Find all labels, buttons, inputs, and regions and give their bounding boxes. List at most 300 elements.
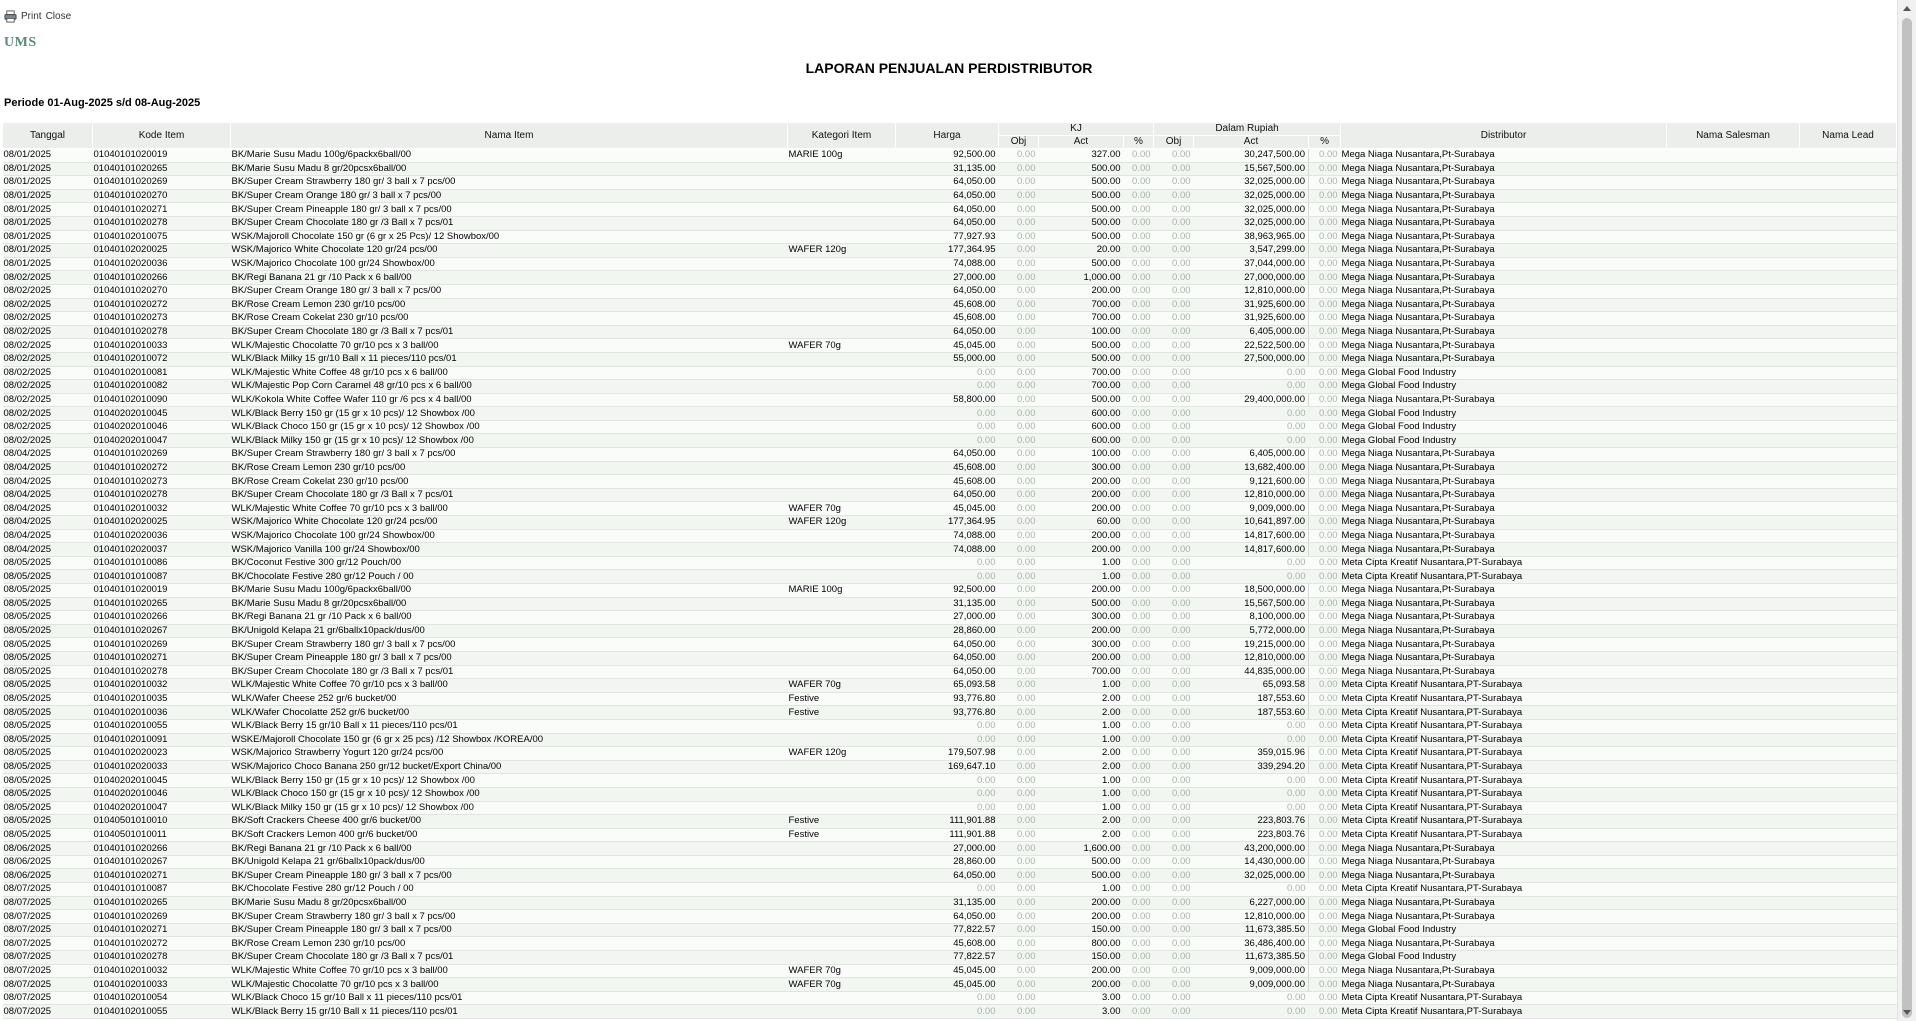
- cell-tanggal: 08/01/2025: [3, 162, 93, 176]
- cell-nama-lead: [1800, 162, 1897, 176]
- table-row: [3, 339, 1897, 353]
- cell-rp-pct: 0.00: [1309, 393, 1341, 407]
- cell-harga: 0.00: [896, 570, 999, 584]
- cell-kj-act: 700.00: [1039, 298, 1124, 312]
- cell-kategori: [788, 543, 896, 557]
- table-row: [3, 162, 1897, 176]
- cell-distributor: Meta Cipta Kreatif Nusantara,PT-Surabaya: [1341, 747, 1667, 761]
- cell-nama-item: BK/Soft Crackers Lemon 400 gr/6 bucket/00: [231, 828, 788, 842]
- cell-kode-item: 01040101020270: [93, 284, 231, 298]
- cell-rp-act: 0.00: [1194, 787, 1309, 801]
- cell-harga: 0.00: [896, 787, 999, 801]
- cell-rp-act: 36,486,400.00: [1194, 937, 1309, 951]
- scroll-down-arrow-icon[interactable]: [1903, 1010, 1911, 1015]
- cell-nama-lead: [1800, 189, 1897, 203]
- cell-nama-salesman: [1667, 149, 1800, 163]
- cell-rp-pct: 0.00: [1309, 298, 1341, 312]
- cell-distributor: Meta Cipta Kreatif Nusantara,PT-Surabaya: [1341, 774, 1667, 788]
- cell-nama-item: WLK/Black Milky 150 gr (15 gr x 10 pcs)/ 12 Showbox /00: [231, 434, 788, 448]
- table-row: [3, 760, 1897, 774]
- cell-distributor: Mega Niaga Nusantara,Pt-Surabaya: [1341, 149, 1667, 163]
- cell-rp-act: 0.00: [1194, 1005, 1309, 1019]
- table-row: [3, 556, 1897, 570]
- cell-nama-salesman: [1667, 216, 1800, 230]
- cell-kode-item: 01040101020272: [93, 298, 231, 312]
- cell-nama-salesman: [1667, 434, 1800, 448]
- cell-distributor: Mega Niaga Nusantara,Pt-Surabaya: [1341, 910, 1667, 924]
- cell-rp-act: 0.00: [1194, 733, 1309, 747]
- cell-rp-pct: 0.00: [1309, 448, 1341, 462]
- cell-kategori: [788, 162, 896, 176]
- cell-distributor: Mega Niaga Nusantara,Pt-Surabaya: [1341, 964, 1667, 978]
- cell-harga: 31,135.00: [896, 597, 999, 611]
- cell-distributor: Mega Niaga Nusantara,Pt-Surabaya: [1341, 325, 1667, 339]
- cell-rp-act: 11,673,385.50: [1194, 923, 1309, 937]
- table-row: [3, 298, 1897, 312]
- cell-distributor: Mega Niaga Nusantara,Pt-Surabaya: [1341, 502, 1667, 516]
- cell-nama-item: BK/Rose Cream Lemon 230 gr/10 pcs/00: [231, 937, 788, 951]
- cell-kj-obj: 0.00: [999, 257, 1039, 271]
- cell-kj-obj: 0.00: [999, 815, 1039, 829]
- table-row: [3, 869, 1897, 883]
- cell-distributor: Mega Global Food Industry: [1341, 951, 1667, 965]
- cell-nama-lead: [1800, 475, 1897, 489]
- cell-rp-obj: 0.00: [1154, 923, 1194, 937]
- cell-nama-item: WLK/Black Berry 15 gr/10 Ball x 11 pieces/110 pcs/01: [231, 719, 788, 733]
- cell-rp-act: 29,400,000.00: [1194, 393, 1309, 407]
- cell-harga: 74,088.00: [896, 257, 999, 271]
- cell-distributor: Mega Niaga Nusantara,Pt-Surabaya: [1341, 611, 1667, 625]
- cell-kategori: [788, 883, 896, 897]
- cell-rp-act: 32,025,000.00: [1194, 176, 1309, 190]
- cell-kode-item: 01040101020266: [93, 611, 231, 625]
- cell-kode-item: 01040101020278: [93, 216, 231, 230]
- cell-kategori: [788, 448, 896, 462]
- cell-distributor: Mega Niaga Nusantara,Pt-Surabaya: [1341, 271, 1667, 285]
- cell-kj-pct: 0.00: [1124, 189, 1154, 203]
- cell-rp-pct: 0.00: [1309, 978, 1341, 992]
- table-row: [3, 787, 1897, 801]
- cell-tanggal: 08/02/2025: [3, 420, 93, 434]
- cell-rp-act: 0.00: [1194, 801, 1309, 815]
- cell-rp-pct: 0.00: [1309, 611, 1341, 625]
- cell-rp-act: 0.00: [1194, 774, 1309, 788]
- cell-rp-obj: 0.00: [1154, 216, 1194, 230]
- cell-kode-item: 01040102010033: [93, 339, 231, 353]
- cell-kj-obj: 0.00: [999, 611, 1039, 625]
- cell-kj-pct: 0.00: [1124, 883, 1154, 897]
- cell-kj-obj: 0.00: [999, 284, 1039, 298]
- cell-harga: 0.00: [896, 434, 999, 448]
- cell-nama-lead: [1800, 651, 1897, 665]
- cell-rp-pct: 0.00: [1309, 488, 1341, 502]
- cell-nama-salesman: [1667, 420, 1800, 434]
- cell-kj-act: 1.00: [1039, 570, 1124, 584]
- cell-kj-pct: 0.00: [1124, 284, 1154, 298]
- cell-kj-pct: 0.00: [1124, 380, 1154, 394]
- cell-rp-act: 8,100,000.00: [1194, 611, 1309, 625]
- cell-rp-pct: 0.00: [1309, 869, 1341, 883]
- cell-nama-item: WLK/Kokola White Coffee Wafer 110 gr /6 pcs x 4 ball/00: [231, 393, 788, 407]
- cell-distributor: Mega Niaga Nusantara,Pt-Surabaya: [1341, 665, 1667, 679]
- cell-rp-obj: 0.00: [1154, 760, 1194, 774]
- cell-nama-salesman: [1667, 162, 1800, 176]
- cell-tanggal: 08/05/2025: [3, 665, 93, 679]
- cell-kj-act: 500.00: [1039, 162, 1124, 176]
- cell-kode-item: 01040102020037: [93, 543, 231, 557]
- cell-harga: 177,364.95: [896, 244, 999, 258]
- cell-rp-act: 18,500,000.00: [1194, 584, 1309, 598]
- cell-kategori: [788, 257, 896, 271]
- cell-nama-lead: [1800, 407, 1897, 421]
- cell-rp-pct: 0.00: [1309, 570, 1341, 584]
- cell-kj-pct: 0.00: [1124, 475, 1154, 489]
- brand-logo: UMS: [4, 35, 37, 50]
- cell-tanggal: 08/05/2025: [3, 760, 93, 774]
- cell-nama-salesman: [1667, 747, 1800, 761]
- cell-nama-lead: [1800, 910, 1897, 924]
- cell-kode-item: 01040202010047: [93, 801, 231, 815]
- cell-kj-obj: 0.00: [999, 801, 1039, 815]
- cell-kategori: [788, 556, 896, 570]
- cell-rp-act: 15,567,500.00: [1194, 162, 1309, 176]
- cell-rp-act: 9,009,000.00: [1194, 964, 1309, 978]
- col-header-kj-pct: %: [1124, 136, 1154, 149]
- cell-nama-lead: [1800, 271, 1897, 285]
- cell-tanggal: 08/02/2025: [3, 312, 93, 326]
- cell-kj-pct: 0.00: [1124, 584, 1154, 598]
- cell-kode-item: 01040101020265: [93, 896, 231, 910]
- cell-kj-act: 600.00: [1039, 420, 1124, 434]
- cell-tanggal: 08/01/2025: [3, 257, 93, 271]
- table-row: [3, 597, 1897, 611]
- cell-kj-act: 1,600.00: [1039, 842, 1124, 856]
- cell-rp-pct: 0.00: [1309, 937, 1341, 951]
- cell-nama-lead: [1800, 570, 1897, 584]
- cell-distributor: Mega Niaga Nusantara,Pt-Surabaya: [1341, 651, 1667, 665]
- cell-nama-item: WLK/Black Berry 150 gr (15 gr x 10 pcs)/ 12 Showbox /00: [231, 774, 788, 788]
- cell-harga: 45,045.00: [896, 339, 999, 353]
- cell-rp-obj: 0.00: [1154, 407, 1194, 421]
- cell-rp-obj: 0.00: [1154, 244, 1194, 258]
- cell-rp-act: 38,963,965.00: [1194, 230, 1309, 244]
- cell-kj-obj: 0.00: [999, 298, 1039, 312]
- cell-distributor: Mega Niaga Nusantara,Pt-Surabaya: [1341, 339, 1667, 353]
- cell-kode-item: 01040101020269: [93, 910, 231, 924]
- cell-kategori: MARIE 100g: [788, 149, 896, 163]
- cell-rp-pct: 0.00: [1309, 339, 1341, 353]
- close-link[interactable]: Close: [45, 10, 72, 22]
- cell-harga: 64,050.00: [896, 284, 999, 298]
- print-link[interactable]: Print: [21, 10, 42, 22]
- cell-tanggal: 08/01/2025: [3, 230, 93, 244]
- cell-tanggal: 08/07/2025: [3, 964, 93, 978]
- cell-rp-act: 31,925,600.00: [1194, 298, 1309, 312]
- cell-rp-pct: 0.00: [1309, 923, 1341, 937]
- cell-nama-item: WLK/Majestic White Coffee 70 gr/10 pcs x 3 ball/00: [231, 502, 788, 516]
- cell-rp-pct: 0.00: [1309, 774, 1341, 788]
- table-row: [3, 774, 1897, 788]
- cell-nama-item: BK/Marie Susu Madu 100g/6packx6ball/00: [231, 149, 788, 163]
- table-row: [3, 923, 1897, 937]
- cell-kj-obj: 0.00: [999, 216, 1039, 230]
- cell-kategori: Festive: [788, 828, 896, 842]
- cell-rp-pct: 0.00: [1309, 529, 1341, 543]
- cell-harga: 45,045.00: [896, 502, 999, 516]
- cell-rp-pct: 0.00: [1309, 964, 1341, 978]
- report-title: LAPORAN PENJUALAN PERDISTRIBUTOR: [805, 60, 1093, 76]
- table-row: [3, 692, 1897, 706]
- cell-kode-item: 01040101020266: [93, 842, 231, 856]
- cell-harga: 64,050.00: [896, 203, 999, 217]
- cell-rp-obj: 0.00: [1154, 352, 1194, 366]
- col-group-dalam-rupiah: Dalam Rupiah: [1154, 123, 1341, 136]
- cell-kj-obj: 0.00: [999, 624, 1039, 638]
- cell-kode-item: 01040102020025: [93, 244, 231, 258]
- cell-tanggal: 08/01/2025: [3, 216, 93, 230]
- cell-kategori: [788, 855, 896, 869]
- cell-rp-pct: 0.00: [1309, 665, 1341, 679]
- cell-nama-item: BK/Super Cream Pineapple 180 gr/ 3 ball x 7 pcs/00: [231, 651, 788, 665]
- cell-nama-lead: [1800, 584, 1897, 598]
- cell-kategori: [788, 937, 896, 951]
- cell-kategori: [788, 420, 896, 434]
- cell-distributor: Mega Niaga Nusantara,Pt-Surabaya: [1341, 978, 1667, 992]
- scroll-thumb[interactable]: [1902, 18, 1912, 1018]
- scroll-up-arrow-icon[interactable]: [1903, 6, 1911, 11]
- vertical-scrollbar[interactable]: [1897, 0, 1916, 1021]
- cell-rp-obj: 0.00: [1154, 747, 1194, 761]
- cell-kj-obj: 0.00: [999, 951, 1039, 965]
- col-header-nama-salesman: Nama Salesman: [1667, 123, 1800, 149]
- table-row: [3, 448, 1897, 462]
- cell-nama-item: WSK/Majoroll Chocolate 150 gr (6 gr x 25 Pcs)/ 12 Showbox/00: [231, 230, 788, 244]
- table-row: [3, 502, 1897, 516]
- table-row: [3, 978, 1897, 992]
- cell-kategori: WAFER 70g: [788, 679, 896, 693]
- cell-kj-act: 500.00: [1039, 352, 1124, 366]
- cell-kj-obj: 0.00: [999, 991, 1039, 1005]
- cell-nama-salesman: [1667, 910, 1800, 924]
- cell-harga: 65,093.58: [896, 679, 999, 693]
- cell-kj-obj: 0.00: [999, 665, 1039, 679]
- cell-nama-salesman: [1667, 638, 1800, 652]
- cell-nama-salesman: [1667, 529, 1800, 543]
- cell-tanggal: 08/02/2025: [3, 366, 93, 380]
- cell-nama-item: WLK/Majestic White Coffee 48 gr/10 pcs x 6 ball/00: [231, 366, 788, 380]
- cell-rp-pct: 0.00: [1309, 801, 1341, 815]
- cell-kj-obj: 0.00: [999, 380, 1039, 394]
- cell-kj-act: 200.00: [1039, 910, 1124, 924]
- cell-harga: 77,822.57: [896, 923, 999, 937]
- cell-kj-act: 200.00: [1039, 584, 1124, 598]
- cell-kode-item: 01040101020273: [93, 475, 231, 489]
- table-row: [3, 570, 1897, 584]
- cell-nama-lead: [1800, 706, 1897, 720]
- cell-kj-obj: 0.00: [999, 189, 1039, 203]
- table-row: [3, 230, 1897, 244]
- cell-tanggal: 08/07/2025: [3, 978, 93, 992]
- cell-rp-obj: 0.00: [1154, 556, 1194, 570]
- cell-rp-act: 0.00: [1194, 556, 1309, 570]
- cell-kategori: [788, 991, 896, 1005]
- cell-rp-obj: 0.00: [1154, 366, 1194, 380]
- table-row: [3, 203, 1897, 217]
- cell-harga: 45,045.00: [896, 978, 999, 992]
- cell-rp-pct: 0.00: [1309, 842, 1341, 856]
- cell-kode-item: 01040202010046: [93, 787, 231, 801]
- cell-kj-obj: 0.00: [999, 787, 1039, 801]
- cell-distributor: Meta Cipta Kreatif Nusantara,PT-Surabaya: [1341, 883, 1667, 897]
- cell-harga: 0.00: [896, 380, 999, 394]
- cell-tanggal: 08/05/2025: [3, 597, 93, 611]
- cell-kj-obj: 0.00: [999, 366, 1039, 380]
- cell-kategori: [788, 611, 896, 625]
- cell-nama-item: WSK/Majorico Chocolate 100 gr/24 Showbox/00: [231, 257, 788, 271]
- cell-kj-pct: 0.00: [1124, 420, 1154, 434]
- col-header-nama-item: Nama Item: [231, 123, 788, 149]
- cell-nama-salesman: [1667, 312, 1800, 326]
- cell-rp-act: 0.00: [1194, 570, 1309, 584]
- cell-rp-obj: 0.00: [1154, 896, 1194, 910]
- cell-kategori: WAFER 70g: [788, 964, 896, 978]
- cell-harga: 27,000.00: [896, 842, 999, 856]
- cell-tanggal: 08/04/2025: [3, 529, 93, 543]
- cell-tanggal: 08/05/2025: [3, 719, 93, 733]
- cell-tanggal: 08/05/2025: [3, 624, 93, 638]
- cell-rp-act: 19,215,000.00: [1194, 638, 1309, 652]
- table-row: [3, 828, 1897, 842]
- cell-kode-item: 01040101020019: [93, 149, 231, 163]
- cell-distributor: Mega Niaga Nusantara,Pt-Surabaya: [1341, 475, 1667, 489]
- cell-nama-lead: [1800, 896, 1897, 910]
- cell-kj-act: 1.00: [1039, 733, 1124, 747]
- cell-kj-pct: 0.00: [1124, 434, 1154, 448]
- cell-kj-act: 2.00: [1039, 706, 1124, 720]
- cell-kj-obj: 0.00: [999, 692, 1039, 706]
- cell-kj-act: 700.00: [1039, 380, 1124, 394]
- cell-kj-obj: 0.00: [999, 855, 1039, 869]
- cell-rp-pct: 0.00: [1309, 883, 1341, 897]
- cell-kj-pct: 0.00: [1124, 488, 1154, 502]
- cell-nama-item: BK/Super Cream Orange 180 gr/ 3 ball x 7 pcs/00: [231, 189, 788, 203]
- cell-rp-obj: 0.00: [1154, 543, 1194, 557]
- cell-kategori: [788, 529, 896, 543]
- table-row: [3, 407, 1897, 421]
- cell-rp-obj: 0.00: [1154, 284, 1194, 298]
- cell-tanggal: 08/01/2025: [3, 189, 93, 203]
- cell-rp-pct: 0.00: [1309, 733, 1341, 747]
- cell-nama-item: WLK/Black Choco 150 gr (15 gr x 10 pcs)/ 12 Showbox /00: [231, 787, 788, 801]
- cell-rp-obj: 0.00: [1154, 162, 1194, 176]
- cell-distributor: Meta Cipta Kreatif Nusantara,PT-Surabaya: [1341, 991, 1667, 1005]
- cell-tanggal: 08/02/2025: [3, 393, 93, 407]
- cell-nama-item: BK/Marie Susu Madu 8 gr/20pcsx6ball/00: [231, 597, 788, 611]
- cell-nama-salesman: [1667, 692, 1800, 706]
- cell-nama-lead: [1800, 855, 1897, 869]
- cell-distributor: Mega Niaga Nusantara,Pt-Surabaya: [1341, 244, 1667, 258]
- cell-tanggal: 08/05/2025: [3, 679, 93, 693]
- cell-rp-act: 12,810,000.00: [1194, 488, 1309, 502]
- table-row: [3, 176, 1897, 190]
- cell-kj-act: 2.00: [1039, 815, 1124, 829]
- cell-rp-act: 27,500,000.00: [1194, 352, 1309, 366]
- table-row: [3, 488, 1897, 502]
- col-header-tanggal: Tanggal: [3, 123, 93, 149]
- col-header-kode-item: Kode Item: [93, 123, 231, 149]
- cell-kj-obj: 0.00: [999, 312, 1039, 326]
- cell-kj-pct: 0.00: [1124, 176, 1154, 190]
- cell-kj-act: 700.00: [1039, 366, 1124, 380]
- cell-rp-act: 5,772,000.00: [1194, 624, 1309, 638]
- cell-tanggal: 08/04/2025: [3, 475, 93, 489]
- cell-tanggal: 08/05/2025: [3, 638, 93, 652]
- cell-kj-act: 600.00: [1039, 407, 1124, 421]
- cell-nama-item: BK/Coconut Festive 300 gr/12 Pouch/00: [231, 556, 788, 570]
- cell-kj-act: 500.00: [1039, 189, 1124, 203]
- cell-nama-salesman: [1667, 284, 1800, 298]
- cell-kj-pct: 0.00: [1124, 760, 1154, 774]
- cell-rp-act: 0.00: [1194, 991, 1309, 1005]
- cell-nama-salesman: [1667, 189, 1800, 203]
- cell-kj-pct: 0.00: [1124, 556, 1154, 570]
- table-row: [3, 951, 1897, 965]
- cell-nama-salesman: [1667, 869, 1800, 883]
- cell-harga: 64,050.00: [896, 176, 999, 190]
- cell-distributor: Meta Cipta Kreatif Nusantara,PT-Surabaya: [1341, 719, 1667, 733]
- cell-rp-pct: 0.00: [1309, 230, 1341, 244]
- cell-kj-obj: 0.00: [999, 883, 1039, 897]
- cell-kategori: Festive: [788, 706, 896, 720]
- table-row: [3, 271, 1897, 285]
- table-row: [3, 461, 1897, 475]
- cell-kategori: [788, 488, 896, 502]
- cell-rp-obj: 0.00: [1154, 475, 1194, 489]
- cell-rp-obj: 0.00: [1154, 325, 1194, 339]
- cell-kategori: [788, 366, 896, 380]
- cell-distributor: Mega Global Food Industry: [1341, 923, 1667, 937]
- cell-kategori: [788, 189, 896, 203]
- cell-rp-pct: 0.00: [1309, 828, 1341, 842]
- cell-harga: 0.00: [896, 991, 999, 1005]
- cell-rp-act: 9,009,000.00: [1194, 502, 1309, 516]
- cell-kode-item: 01040101020269: [93, 448, 231, 462]
- cell-rp-pct: 0.00: [1309, 284, 1341, 298]
- cell-kj-pct: 0.00: [1124, 407, 1154, 421]
- cell-rp-act: 30,247,500.00: [1194, 149, 1309, 163]
- cell-nama-lead: [1800, 1005, 1897, 1019]
- cell-kode-item: 01040102010055: [93, 1005, 231, 1019]
- printer-icon[interactable]: [4, 10, 17, 23]
- cell-kategori: [788, 760, 896, 774]
- cell-kode-item: 01040102010055: [93, 719, 231, 733]
- cell-kj-pct: 0.00: [1124, 366, 1154, 380]
- cell-rp-act: 12,810,000.00: [1194, 651, 1309, 665]
- cell-nama-lead: [1800, 733, 1897, 747]
- cell-kj-pct: 0.00: [1124, 570, 1154, 584]
- cell-kode-item: 01040101010087: [93, 883, 231, 897]
- cell-kj-act: 327.00: [1039, 149, 1124, 163]
- cell-nama-lead: [1800, 529, 1897, 543]
- cell-kategori: [788, 570, 896, 584]
- cell-nama-salesman: [1667, 516, 1800, 530]
- table-row: [3, 665, 1897, 679]
- cell-kategori: WAFER 120g: [788, 747, 896, 761]
- cell-kj-act: 700.00: [1039, 665, 1124, 679]
- table-row: [3, 543, 1897, 557]
- cell-kode-item: 01040101020266: [93, 271, 231, 285]
- cell-kode-item: 01040101020278: [93, 488, 231, 502]
